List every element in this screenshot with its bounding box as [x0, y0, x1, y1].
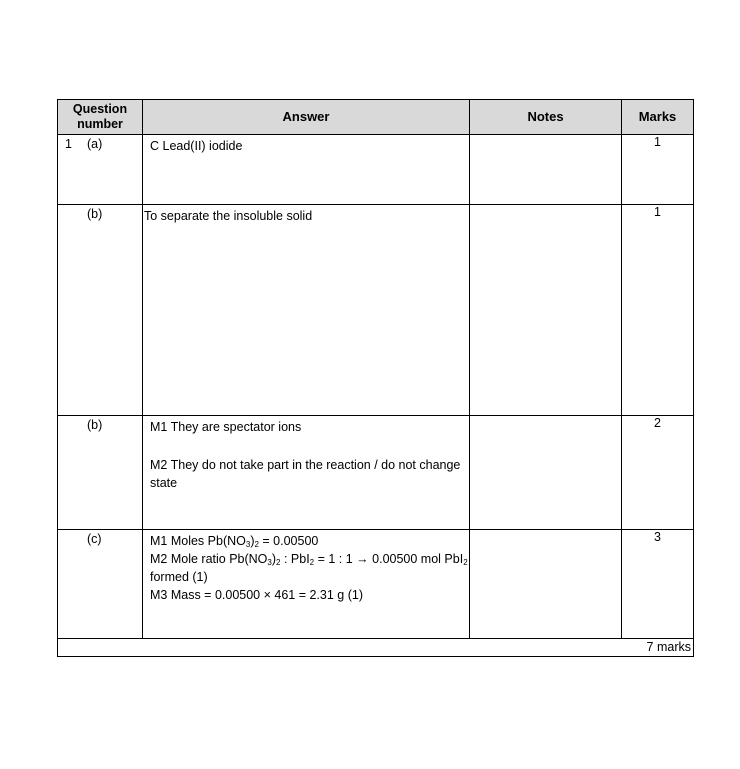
- answer-line: M2 They do not take part in the reaction / do not change state: [150, 458, 461, 490]
- answer-line: To separate the insoluble solid: [144, 209, 313, 223]
- question-part: (a): [87, 137, 103, 151]
- table-row: [58, 135, 694, 205]
- table-row: [58, 416, 694, 530]
- answer-cell: [143, 205, 470, 416]
- answer-line-chem: M1 Moles $Pb(NO_3)_2 = 0.00500$: [150, 534, 319, 549]
- question-number-cell: [58, 135, 143, 205]
- answer-cell: [143, 530, 470, 639]
- answer-line: M3 Mass = 0.00500 × 461 = 2.31 g (1): [150, 588, 363, 602]
- notes-cell: [470, 135, 622, 205]
- question-number-cell: [58, 416, 143, 530]
- marks-cell: 1: [622, 135, 694, 205]
- question-number-cell: [58, 530, 143, 639]
- question-part: (b): [87, 207, 103, 221]
- answer-cell: [143, 135, 470, 205]
- question-part: (c): [87, 532, 102, 546]
- question-number-cell: [58, 205, 143, 416]
- header-question-line2: number: [77, 117, 123, 131]
- table-row: [58, 530, 694, 639]
- answer-line: C Lead(II) iodide: [150, 139, 243, 153]
- notes-cell: [470, 416, 622, 530]
- total-marks: 7 marks: [58, 639, 694, 657]
- header-row: [58, 100, 694, 135]
- table-row: [58, 205, 694, 416]
- answer-line-chem: M2 Mole ratio $Pb(NO_3)_2$ : PbI$_2$ = 1 : 1 → 0.00500 mol PbI$_2$ formed (1): [150, 552, 468, 584]
- marks-cell: 3: [622, 530, 694, 639]
- marks-cell: 2: [622, 416, 694, 530]
- total-row: [58, 639, 694, 657]
- answer-line: M1 They are spectator ions: [150, 420, 302, 434]
- header-question-number: [58, 100, 143, 135]
- question-part: (b): [87, 418, 103, 432]
- header-notes: Notes: [470, 100, 622, 135]
- marks-cell: 1: [622, 205, 694, 416]
- header-answer: Answer: [143, 100, 470, 135]
- notes-cell: [470, 530, 622, 639]
- notes-cell: [470, 205, 622, 416]
- header-question-line1: Question: [72, 102, 128, 116]
- answer-cell: [143, 416, 470, 530]
- header-marks: Marks: [622, 100, 694, 135]
- question-number: 1: [65, 137, 72, 151]
- mark-scheme-table: [57, 99, 694, 657]
